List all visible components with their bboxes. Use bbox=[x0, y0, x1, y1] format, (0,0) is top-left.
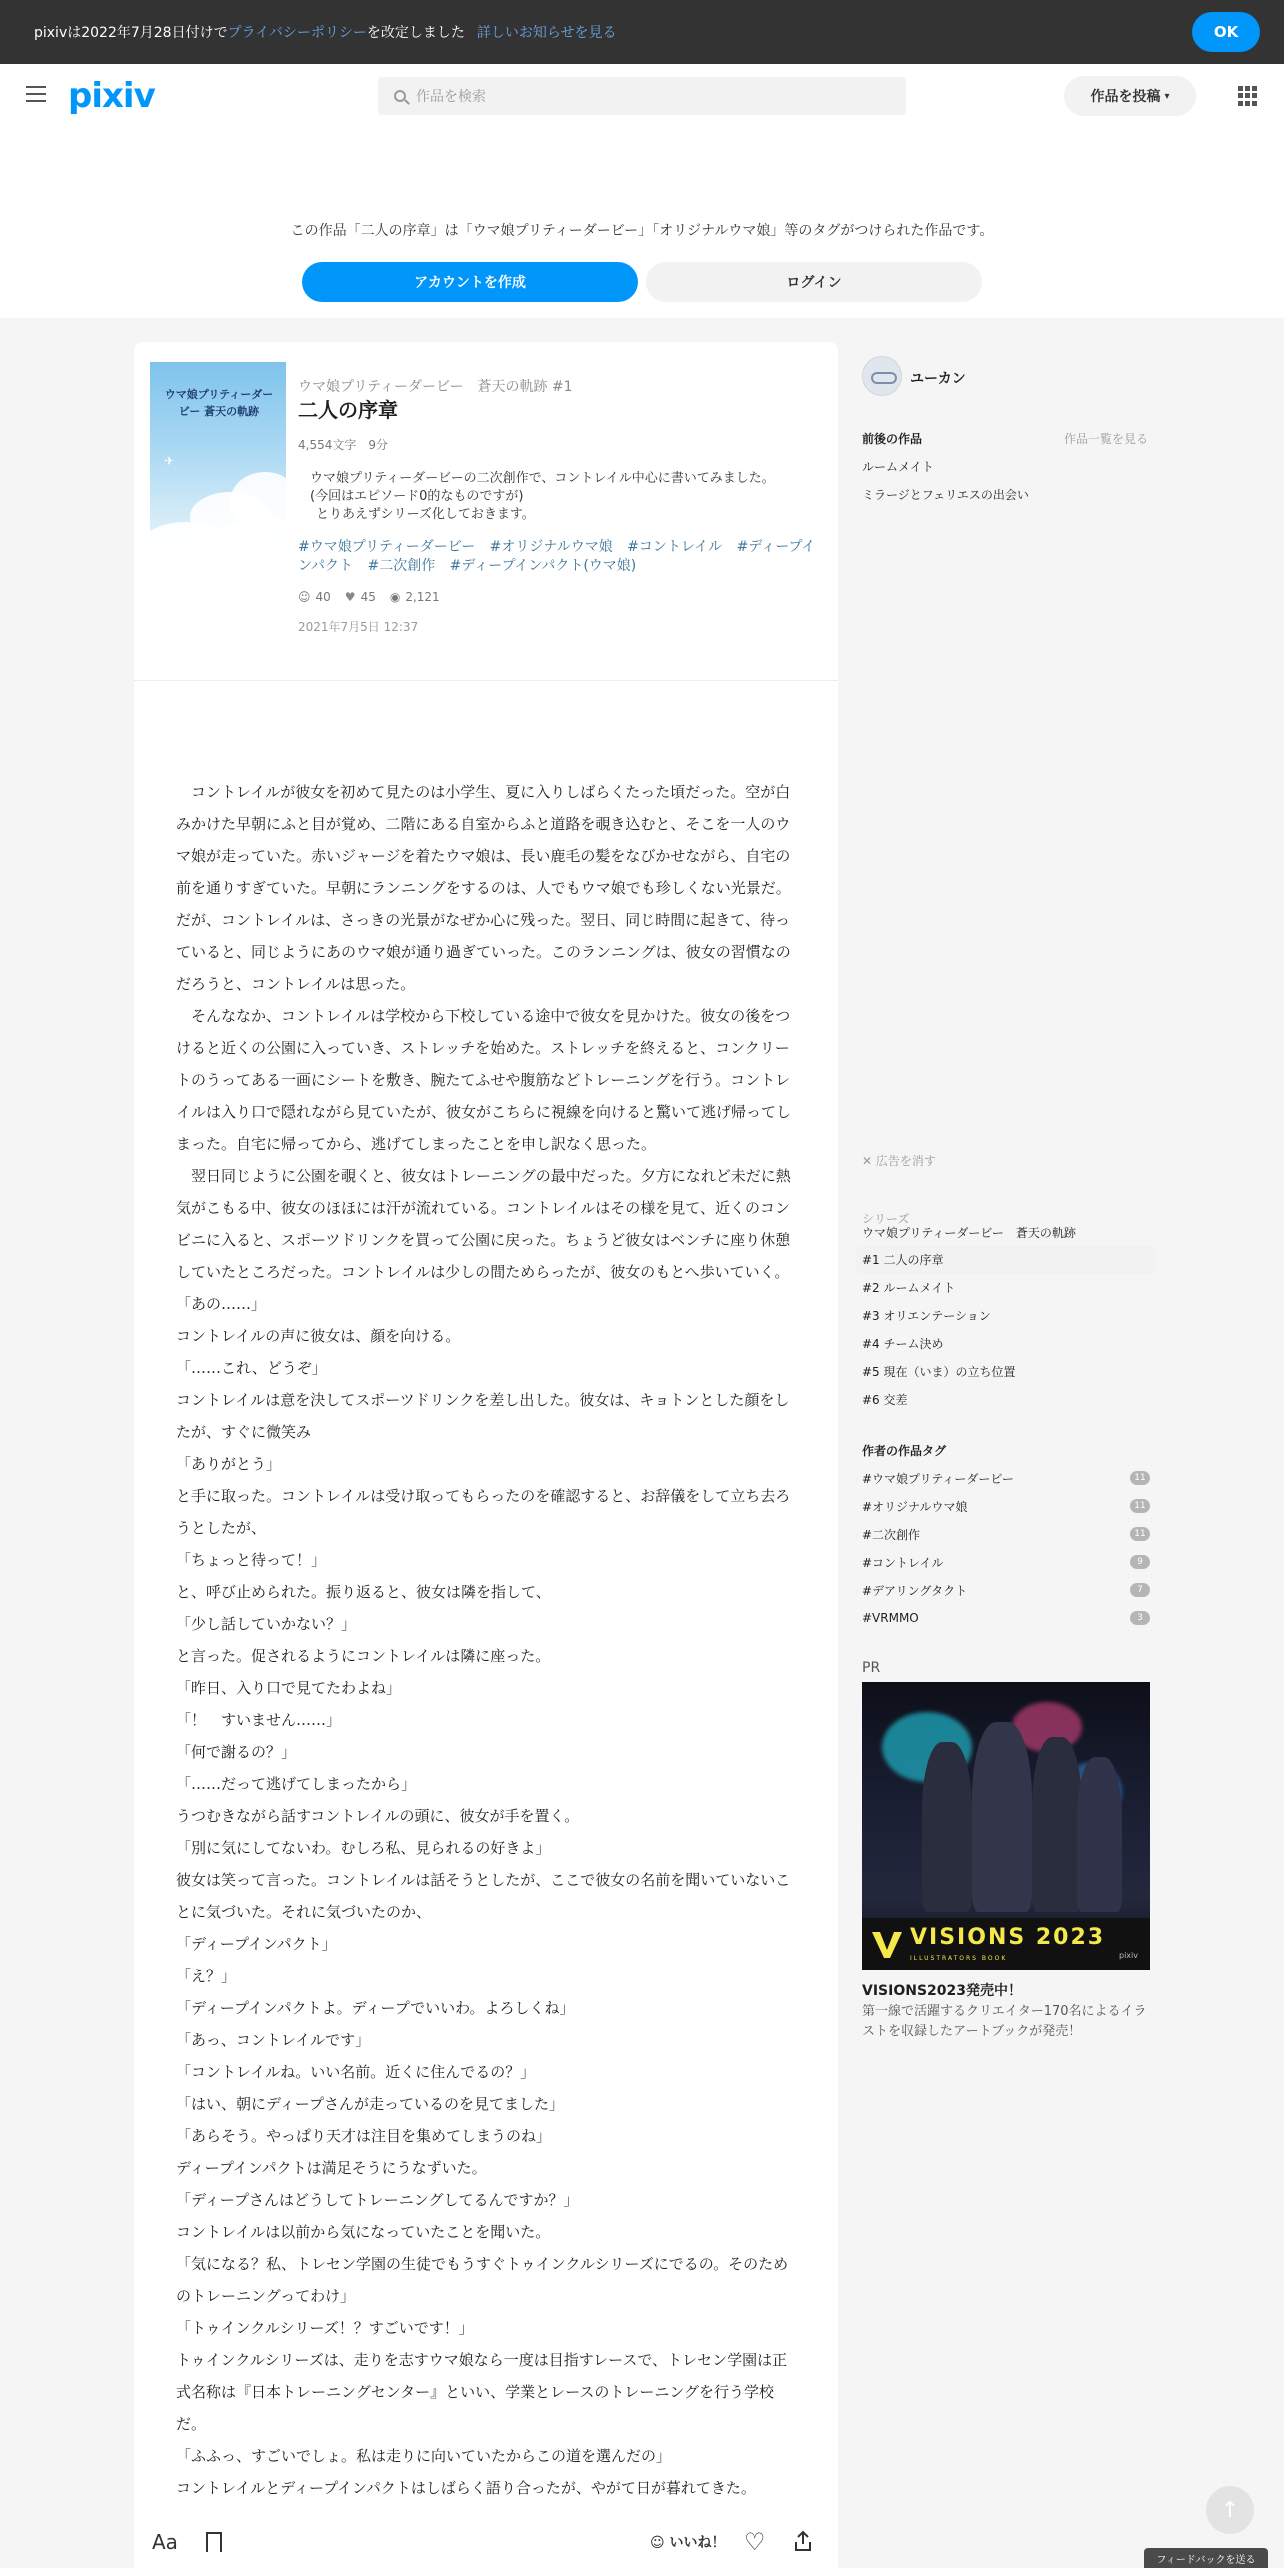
upload-date: 2021年7月5日 12:37 bbox=[298, 620, 419, 634]
novel-paragraph: コントレイルの声に彼女は、顔を向ける。 bbox=[176, 1327, 461, 1345]
author-name[interactable]: ユーカン bbox=[910, 371, 966, 387]
novel-paragraph: 「ちょっと待って！」 bbox=[176, 1551, 327, 1569]
novel-paragraph: 「ふふっ、すごいでしょ。私は走りに向いていたからこの道を選んだの」 bbox=[176, 2447, 672, 2465]
tag-count-badge: 11 bbox=[1130, 1499, 1150, 1513]
signup-promo bbox=[0, 128, 1284, 318]
font-settings-button[interactable]: Aa bbox=[152, 2530, 178, 2554]
like-button[interactable]: ☺ いいね！ bbox=[650, 2535, 726, 2551]
airplane-icon: ✈ bbox=[164, 454, 175, 468]
tag-link[interactable]: #コントレイル bbox=[627, 539, 723, 555]
series-name-link[interactable]: ウマ娘プリティーダービー 蒼天の軌跡 bbox=[862, 1226, 1076, 1240]
novel-paragraph: 「何で謝るの？」 bbox=[176, 1743, 297, 1761]
tag-link[interactable]: #ディープインパクト(ウマ娘) bbox=[449, 558, 637, 574]
novel-paragraph: そんななか、コントレイルは学校から下校している途中で彼女を見かけた。彼女の後をつけると近くの公園に入っていき、ストレッチを始めた。ストレッチを終えると、コンクリートのうってある一画にシートを敷き、腕たてふせや腹筋などトレーニングを行う。コントレイルは入り口で隠れながら見ていたが、彼女がこちらに視線を向けると驚いて逃げ帰ってしまった。自宅に帰ってから、逃げてしまったことを申し訳なく思った。 bbox=[176, 1007, 792, 1153]
novel-paragraph: 「少し話していかない？」 bbox=[176, 1615, 357, 1633]
notice-ok-button[interactable]: OK bbox=[1192, 12, 1260, 52]
login-button[interactable]: ログイン bbox=[646, 262, 982, 302]
search-input[interactable] bbox=[378, 77, 906, 115]
work-caption: ウマ娘プリティーダービーの二次創作で、コントレイル中心に書いてみました。 (今回はエピソード0的なものですが) とりあえずシリーズ化しておきます。 bbox=[310, 471, 775, 522]
novel-paragraph: 「別に気にしてないわ。むしろ私、見られるの好きよ」 bbox=[176, 1839, 551, 1857]
novel-paragraph: うつむきながら話すコントレイルの頭に、彼女が手を置く。 bbox=[176, 1807, 580, 1825]
novel-paragraph: 彼女は笑って言った。コントレイルは話そうとしたが、ここで彼女の名前を聞いていないことに気づいた。それに気づいたのか、 bbox=[176, 1871, 791, 1921]
bottom-action-bar bbox=[134, 2518, 838, 2568]
like-icon: ☺ bbox=[650, 2535, 665, 2551]
series-item[interactable]: #1 二人の序章 bbox=[856, 1246, 1156, 1274]
novel-paragraph: 翌日同じように公園を覗くと、彼女はトレーニングの最中だった。夕方になれど未だに熱気がこもる中、彼女のほほには汗が流れている。コントレイルはその様を見て、近くのコンビニに入ると、スポーツドリンクを買って公園に戻った。ちょうど彼女はベンチに座り休憩していたところだった。コントレイルは少しの間ためらったが、彼女のもとへ歩いていく。 bbox=[176, 1167, 791, 1281]
tag-count-badge: 3 bbox=[1130, 1611, 1150, 1625]
author-tag-item[interactable]: #二次創作 11 bbox=[862, 1520, 1150, 1548]
author-tag-item[interactable]: #VRMMO 3 bbox=[862, 1604, 1150, 1632]
series-item[interactable]: #2 ルームメイト bbox=[862, 1281, 956, 1295]
search-icon bbox=[394, 90, 406, 102]
feedback-button[interactable]: フィードバックを送る bbox=[1144, 2548, 1268, 2568]
novel-paragraph: 「気になる？私、トレセン学園の生徒でもうすぐトゥインクルシリーズにでるの。そのためのトレーニングってわけ」 bbox=[176, 2255, 789, 2305]
series-item[interactable]: #6 交差 bbox=[862, 1393, 908, 1407]
ad-band-subtitle: ILLUSTRATORS BOOK bbox=[910, 1955, 1008, 1962]
ad-band-brand: pixiv bbox=[1119, 1951, 1138, 1960]
heart-icon[interactable]: ♡ bbox=[744, 2528, 766, 2556]
tag-count-badge: 7 bbox=[1130, 1583, 1150, 1597]
view-count: 2,121 bbox=[405, 590, 440, 604]
tag-link[interactable]: #二次創作 bbox=[367, 558, 436, 574]
novel-paragraph: 「……これ、どうぞ」 bbox=[176, 1359, 327, 1377]
novel-paragraph: と言った。促されるようにコントレイルは隣に座った。 bbox=[176, 1647, 551, 1665]
chevron-down-icon: ▾ bbox=[1164, 90, 1170, 102]
tag-link[interactable]: #ディープインパクト bbox=[298, 539, 816, 574]
promo-message: この作品「二人の序章」は「ウマ娘プリティーダービー」「オリジナルウマ娘」等のタグがつけられた作品です。 bbox=[290, 223, 994, 239]
novel-paragraph: 「え？」 bbox=[176, 1967, 237, 1985]
tag-link[interactable]: #ウマ娘プリティーダービー bbox=[298, 539, 476, 555]
series-list bbox=[856, 1246, 1156, 1414]
arrow-up-icon: ↑ bbox=[1220, 2497, 1240, 2523]
author-tag-item[interactable]: #コントレイル 9 bbox=[862, 1548, 1150, 1576]
novel-paragraph: と手に取った。コントレイルは受け取ってもらったのを確認すると、お辞儀をして立ち去ろうとしたが、 bbox=[176, 1487, 791, 1537]
notice-bar bbox=[0, 0, 1284, 64]
novel-paragraph: コントレイルが彼女を初めて見たのは小学生、夏に入りしばらくたった頃だった。空が白みかけた早朝にふと目が覚め、二階にある自室からふと道路を覗き込むと、そこを一人のウマ娘が走っていた。赤いジャージを着たウマ娘は、長い鹿毛の髪をなびかせながら、自宅の前を通りすぎていた。早朝にランニングをするのは、人でもウマ娘でも珍しくない光景だ。だが、コントレイルは、さっきの光景がなぜか心に残った。翌日、同じ時間に起きて、待っていると、同じようにあのウマ娘が通り過ぎていった。このランニングは、彼女の習慣なのだろうと、コントレイルは思った。 bbox=[176, 783, 791, 993]
novel-card bbox=[134, 342, 838, 2568]
search-placeholder: 作品を検索 bbox=[416, 89, 486, 105]
novel-paragraph: コントレイルは以前から気になっていたことを聞いた。 bbox=[176, 2223, 551, 2241]
novel-paragraph: 「ありがとう」 bbox=[176, 1455, 282, 1473]
ad-description: 第一線で活躍するクリエイター170名によるイラストを収録したアートブックが発売！ bbox=[862, 2004, 1147, 2039]
bookmark-count-icon: ♥ bbox=[344, 590, 356, 604]
post-work-button[interactable]: 作品を投稿 ▾ bbox=[1064, 76, 1196, 116]
series-item[interactable]: #5 現在（いま）の立ち位置 bbox=[862, 1365, 1016, 1379]
tag-list bbox=[298, 538, 822, 576]
ad-title[interactable]: VISIONS2023発売中！ bbox=[862, 1983, 1023, 1999]
privacy-policy-link[interactable]: プライバシーポリシー bbox=[227, 25, 367, 41]
novel-paragraph: 「あらそう。やっぱり天才は注目を集めてしまうのね」 bbox=[176, 2127, 552, 2145]
novel-paragraph: ディープインパクトは満足そうにうなずいた。 bbox=[176, 2159, 487, 2177]
pr-label: PR bbox=[862, 1660, 881, 1676]
view-count-icon: ◉ bbox=[389, 590, 401, 604]
novel-paragraph: 「あっ、コントレイルです」 bbox=[176, 2031, 371, 2049]
like-count-icon: ☺ bbox=[298, 590, 311, 604]
novel-paragraph: 「ディープさんはどうしてトレーニングしてるんですか？」 bbox=[176, 2191, 579, 2209]
scroll-to-top-button[interactable] bbox=[1206, 2486, 1254, 2534]
pixiv-logo[interactable]: pixiv bbox=[68, 76, 155, 116]
novel-paragraph: 「ディープインパクト」 bbox=[176, 1935, 337, 1953]
novel-paragraph: 「はい、朝にディープさんが走っているのを見てました」 bbox=[176, 2095, 565, 2113]
like-count: 40 bbox=[315, 590, 331, 604]
menu-icon[interactable] bbox=[26, 86, 46, 106]
author-tags-heading: 作者の作品タグ bbox=[862, 1444, 947, 1458]
work-stats bbox=[298, 590, 440, 604]
visions-logo-icon bbox=[872, 1930, 902, 1960]
tag-link[interactable]: #オリジナルウマ娘 bbox=[489, 539, 613, 555]
author-tag-item[interactable]: #ウマ娘プリティーダービー 11 bbox=[862, 1464, 1150, 1492]
related-work-link[interactable]: ルームメイト bbox=[862, 460, 934, 474]
hide-ad-button[interactable]: ✕ 広告を消す bbox=[862, 1154, 936, 1168]
series-item[interactable]: #3 オリエンテーション bbox=[862, 1309, 991, 1323]
novel-paragraph: 「あの……」 bbox=[176, 1295, 267, 1313]
bookmark-icon[interactable] bbox=[206, 2532, 222, 2552]
notice-more-link[interactable]: 詳しいお知らせを見る bbox=[476, 25, 617, 41]
view-all-works-link[interactable]: 作品一覧を見る bbox=[1064, 432, 1149, 446]
novel-paragraph: 「……だって逃げてしまったから」 bbox=[176, 1775, 417, 1793]
tag-count-badge: 11 bbox=[1130, 1527, 1150, 1541]
author-tag-list bbox=[862, 1464, 1150, 1632]
ad-band-title: VISIONS 2023 bbox=[910, 1925, 1106, 1950]
novel-paragraph: コントレイルとディープインパクトはしばらく語り合ったが、やがて日が暮れてきた。 bbox=[176, 2479, 756, 2497]
avatar[interactable] bbox=[862, 356, 902, 396]
novel-paragraph: 「！ すいません……」 bbox=[176, 1711, 342, 1729]
novel-paragraph: 「トゥインクルシリーズ！？すごいです！」 bbox=[176, 2319, 474, 2337]
series-item[interactable]: #4 チーム決め bbox=[862, 1337, 944, 1351]
author-tag-item[interactable]: #オリジナルウマ娘 11 bbox=[862, 1492, 1150, 1520]
novel-cover[interactable] bbox=[150, 362, 286, 552]
create-account-button[interactable]: アカウントを作成 bbox=[302, 262, 638, 302]
related-work-link[interactable]: ミラージとフェリエスの出会い bbox=[862, 488, 1029, 502]
share-icon[interactable] bbox=[794, 2530, 812, 2552]
novel-paragraph: 「コントレイルね。いい名前。近くに住んでるの？」 bbox=[176, 2063, 536, 2081]
novel-paragraph: 「昨日、入り口で見てたわよね」 bbox=[176, 1679, 402, 1697]
work-title: 二人の序章 bbox=[298, 398, 398, 422]
novel-paragraph: 「ディープインパクトよ。ディープでいいわ。よろしくね」 bbox=[176, 1999, 575, 2017]
app-grid-icon[interactable] bbox=[1238, 86, 1258, 106]
novel-paragraph: トゥインクルシリーズは、走りを志すウマ娘なら一度は目指すレースで、トレセン学園は正式名称は『日本トレーニングセンター』といい、学業とレースのトレーニングを行う学校だ。 bbox=[176, 2351, 788, 2433]
prev-next-heading: 前後の作品 bbox=[862, 432, 923, 446]
series-title-link[interactable]: ウマ娘プリティーダービー 蒼天の軌跡 #1 bbox=[298, 379, 573, 395]
novel-paragraph: コントレイルは意を決してスポーツドリンクを差し出した。彼女は、キョトンとした顔をしたが、すぐに微笑み bbox=[176, 1391, 790, 1441]
tag-count-badge: 11 bbox=[1130, 1471, 1150, 1485]
tag-count-badge: 9 bbox=[1130, 1555, 1150, 1569]
header bbox=[0, 64, 1284, 128]
novel-text bbox=[176, 776, 796, 2504]
ad-banner[interactable] bbox=[862, 1682, 1150, 1970]
notice-text: pixivは2022年7月28日付けでプライバシーポリシーを改定しました bbox=[34, 25, 465, 41]
novel-paragraph: と、呼び止められた。振り返ると、彼女は隣を指して、 bbox=[176, 1583, 551, 1601]
divider bbox=[134, 680, 838, 681]
work-meta: 4,554文字 9分 bbox=[298, 438, 388, 452]
bookmark-count: 45 bbox=[360, 590, 376, 604]
cover-title: ウマ娘プリティーダービー 蒼天の軌跡 bbox=[164, 388, 274, 418]
author-tag-item[interactable]: #デアリングタクト 7 bbox=[862, 1576, 1150, 1604]
series-label: シリーズ bbox=[862, 1212, 910, 1226]
